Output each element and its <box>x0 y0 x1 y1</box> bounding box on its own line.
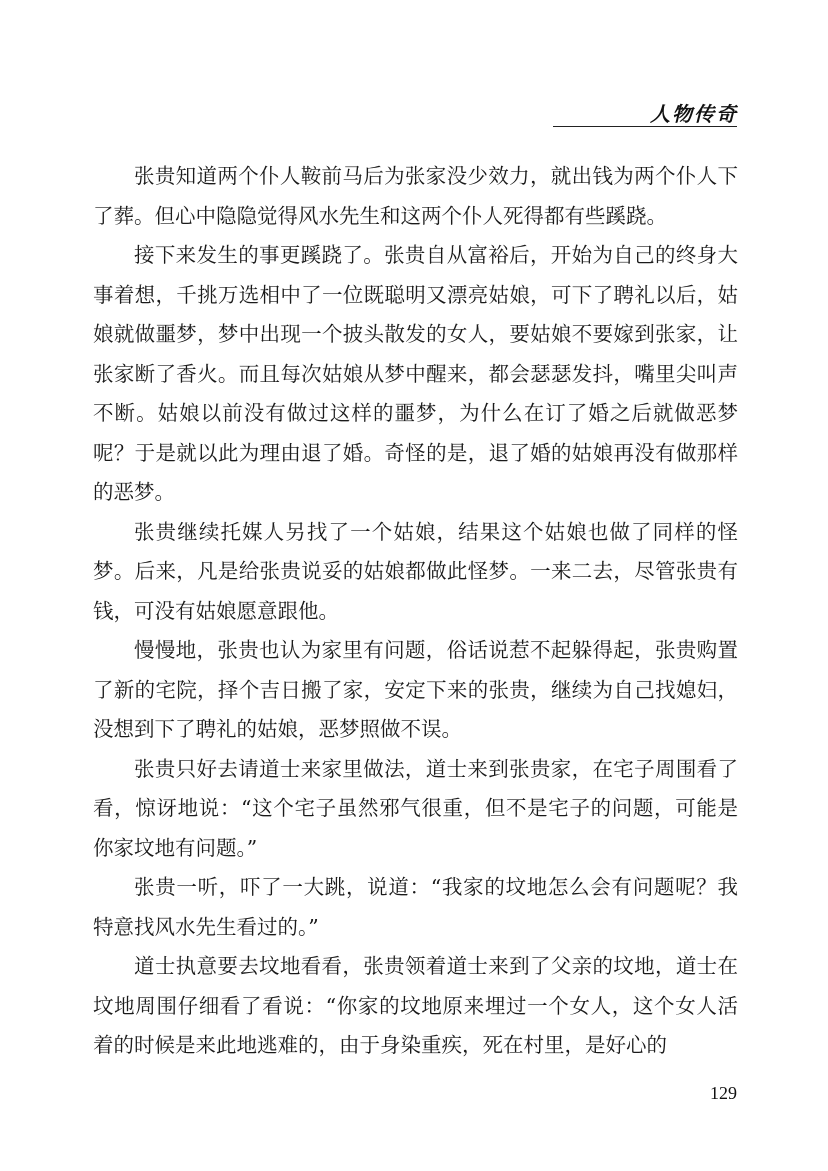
paragraph: 慢慢地，张贵也认为家里有问题，俗话说惹不起躲得起，张贵购置了新的宅院，择个吉日搬了家，安定下来的张贵，继续为自己找媳妇，没想到下了聘礼的姑娘，恶梦照做不误。 <box>93 638 738 741</box>
running-header-title: 人物传奇 <box>650 102 738 126</box>
paragraph: 道士执意要去坟地看看，张贵领着道士来到了父亲的坟地，道士在坟地周围仔细看了看说：“你家的坟地原来埋过一个女人，这个女人活着的时候是来此地逃难的，由于身染重疾，死在村里，是好心的 <box>93 954 738 1057</box>
page-number: 129 <box>710 1083 737 1103</box>
paragraph: 张贵知道两个仆人鞍前马后为张家没少效力，就出钱为两个仆人下了葬。但心中隐隐觉得风水先生和这两个仆人死得都有些蹊跷。 <box>93 164 738 228</box>
header-rule <box>553 126 737 127</box>
paragraph: 张贵只好去请道士来家里做法，道士来到张贵家，在宅子周围看了看，惊讶地说：“这个宅子虽然邪气很重，但不是宅子的问题，可能是你家坟地有问题。” <box>93 756 738 860</box>
paragraph: 张贵一听，吓了一大跳，说道：“我家的坟地怎么会有问题呢？我特意找风水先生看过的。” <box>93 875 738 939</box>
paragraph: 接下来发生的事更蹊跷了。张贵自从富裕后，开始为自己的终身大事着想，千挑万选相中了一位既聪明又漂亮姑娘，可下了聘礼以后，姑娘就做噩梦，梦中出现一个披头散发的女人，要姑娘不要嫁到张家，让张家断了香火。而且每次姑娘从梦中醒来，都会瑟瑟发抖，嘴里尖叫声不断。姑娘以前没有做过这样的噩梦，为什么在订了婚之后就做恶梦呢？于是就以此为理由退了婚。奇怪的是，退了婚的姑娘再没有做那样的恶梦。 <box>93 243 738 504</box>
body-text <box>93 157 738 1066</box>
paragraph: 张贵继续托媒人另找了一个姑娘，结果这个姑娘也做了同样的怪梦。后来，凡是给张贵说妥的姑娘都做此怪梦。一来二去，尽管张贵有钱，可没有姑娘愿意跟他。 <box>93 519 738 623</box>
